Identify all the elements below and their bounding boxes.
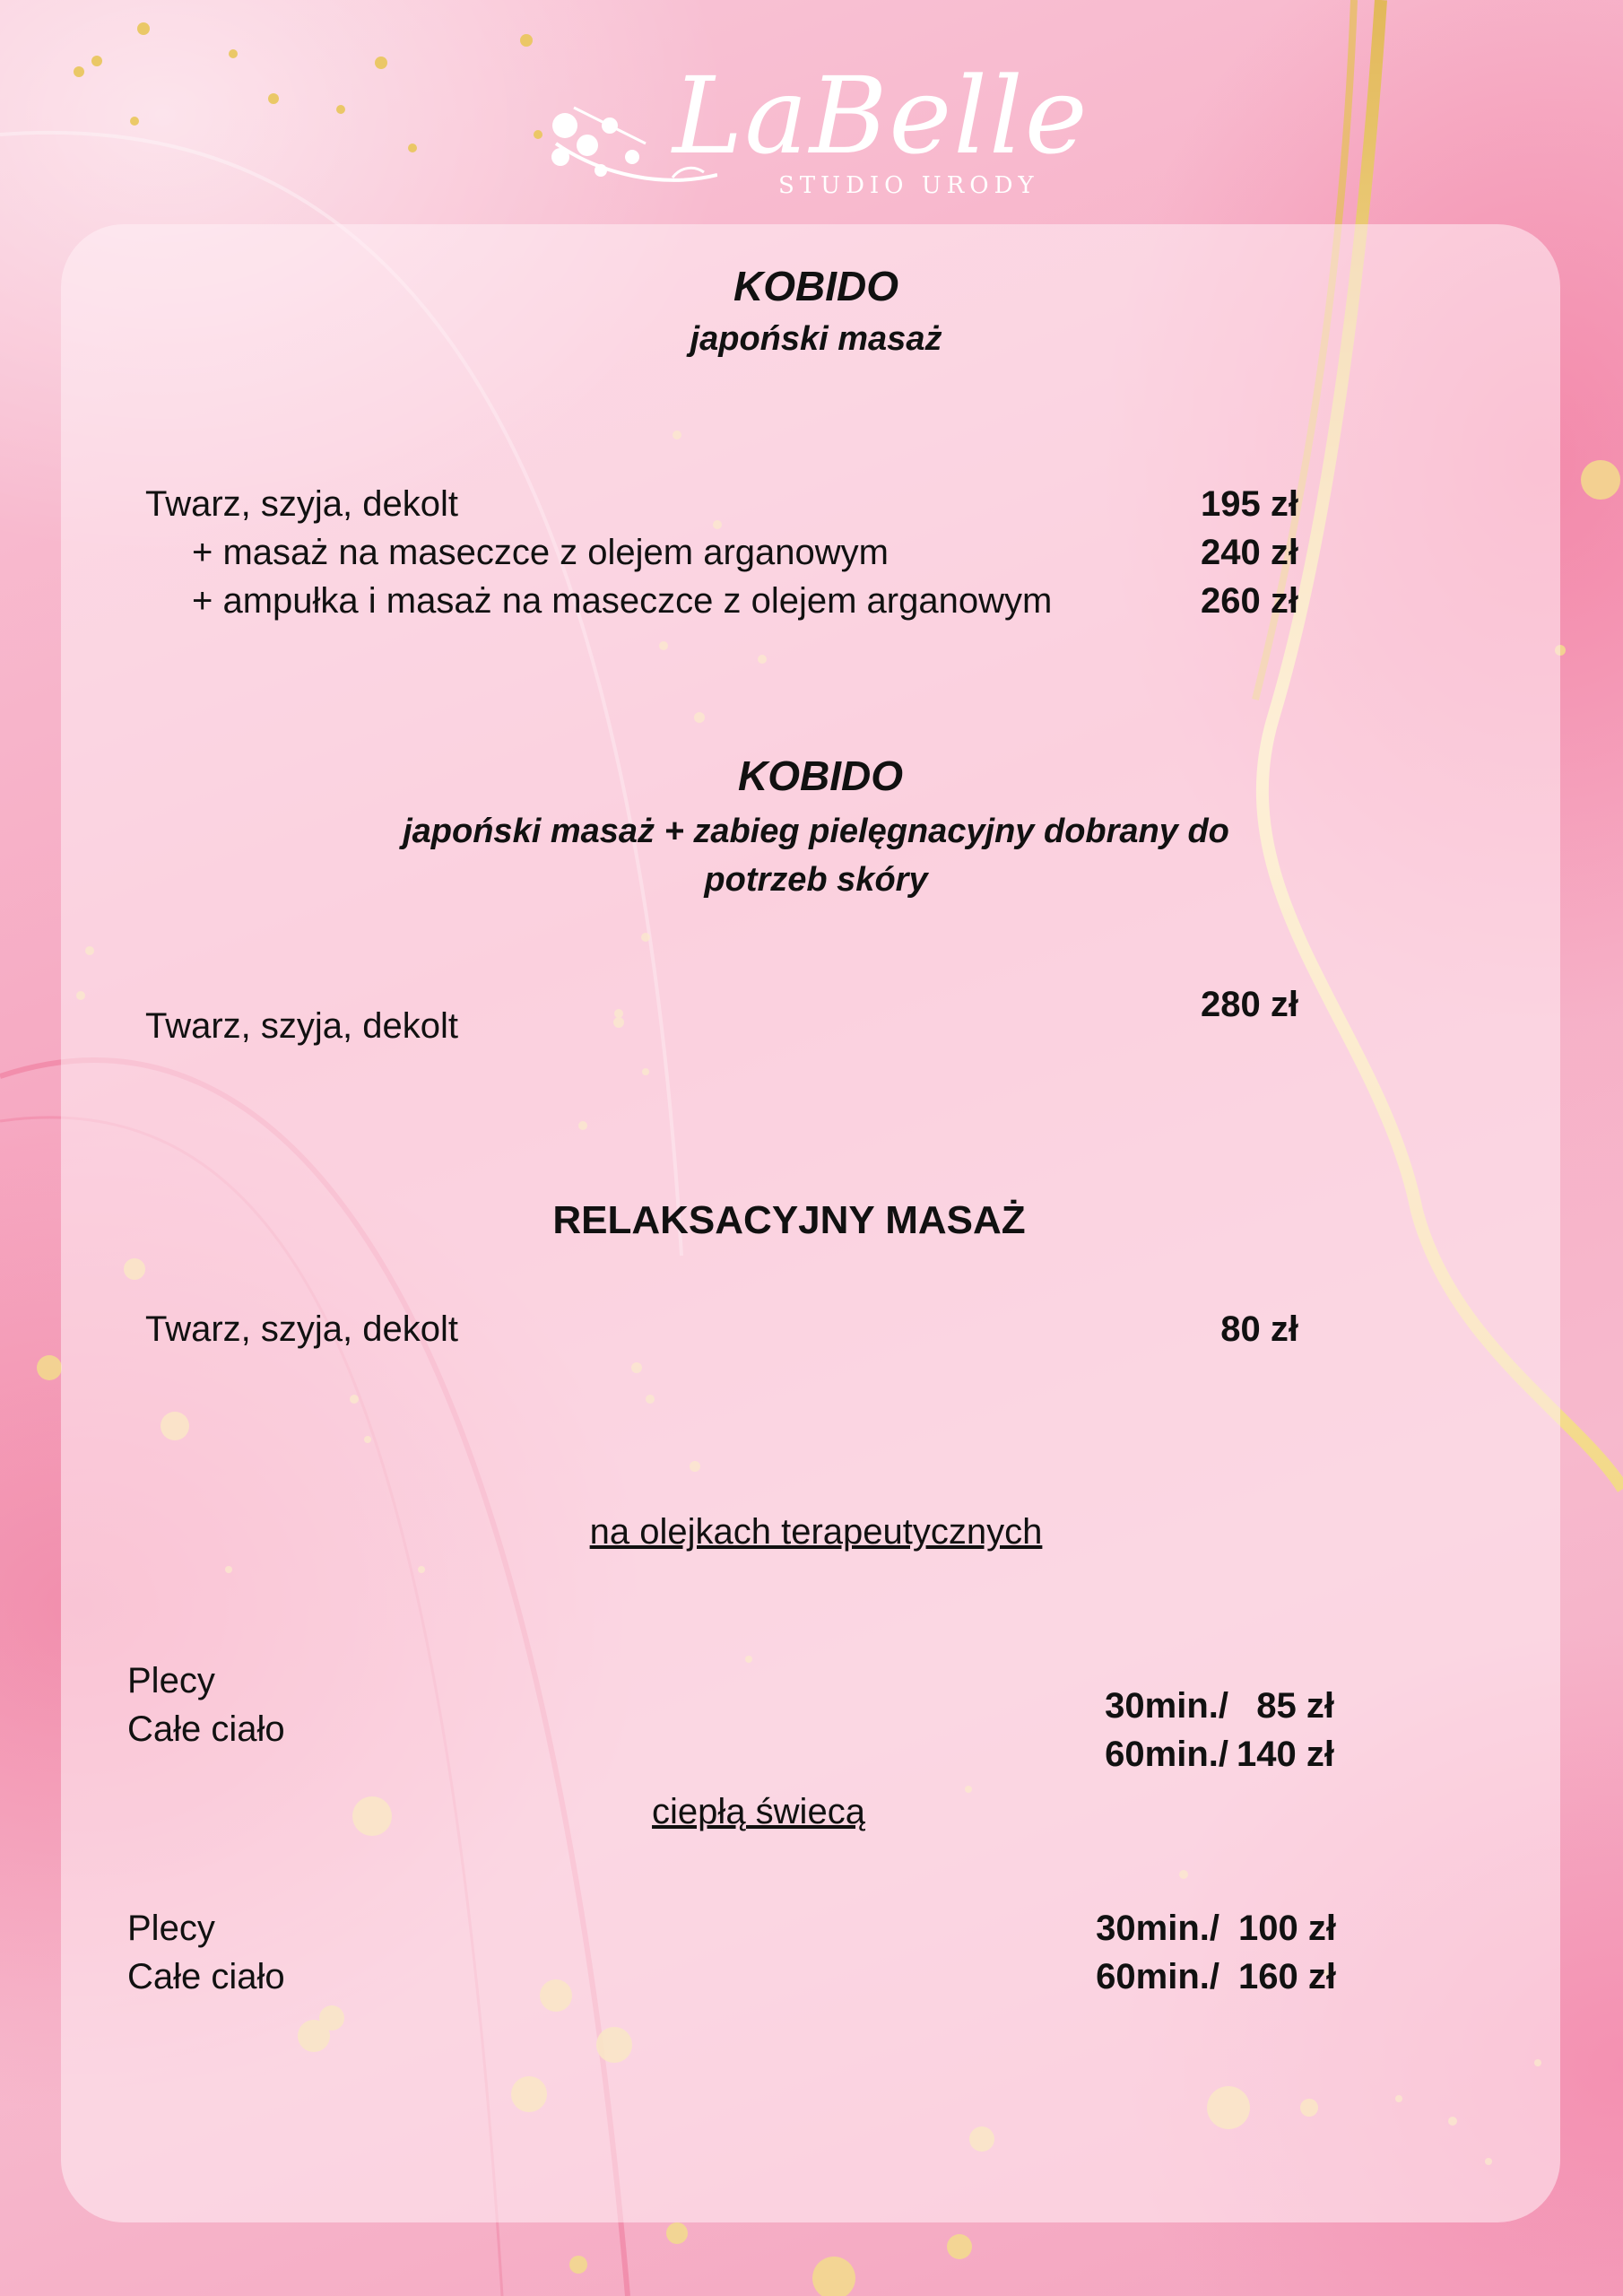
- list-item-time: 30min./: [1105, 1686, 1228, 1726]
- logo-subtitle: STUDIO URODY: [778, 172, 1039, 199]
- list-item-time: 60min./: [1096, 1957, 1219, 1996]
- list-item-price: 80 zł: [1220, 1309, 1298, 1349]
- subsection-heading-candle: ciepłą świecą: [652, 1792, 865, 1831]
- section-title-relax: RELAKSACYJNY MASAŻ: [552, 1198, 1026, 1242]
- list-item-label: Plecy: [127, 1909, 215, 1948]
- list-item-label: + masaż na maseczce z olejem arganowym: [192, 533, 889, 572]
- list-item-price: 85 zł: [1256, 1686, 1334, 1726]
- list-item-label: Twarz, szyja, dekolt: [145, 1006, 459, 1046]
- list-item-time: 60min./: [1105, 1735, 1228, 1774]
- list-item-label: Całe ciało: [127, 1957, 285, 1996]
- list-item-label: Plecy: [127, 1661, 215, 1700]
- list-item-price: 280 zł: [1201, 985, 1298, 1024]
- list-item-price: 160 zł: [1238, 1957, 1336, 1996]
- list-item-label: Twarz, szyja, dekolt: [145, 1309, 459, 1349]
- list-item-price: 140 zł: [1237, 1735, 1334, 1774]
- logo-name: LaBelle: [673, 54, 1089, 178]
- logo: [538, 54, 1089, 215]
- section-title-kobido: KOBIDO: [733, 263, 898, 309]
- list-item-label: + ampułka i masaż na maseczce z olejem arganowym: [192, 581, 1053, 621]
- list-item-price: 100 zł: [1238, 1909, 1336, 1948]
- list-item-label: Twarz, szyja, dekolt: [145, 484, 459, 524]
- list-item-label: Całe ciało: [127, 1709, 285, 1749]
- section-subtitle-line: potrzeb skóry: [704, 861, 928, 899]
- list-item-price: 240 zł: [1201, 533, 1298, 572]
- list-item-time: 30min./: [1096, 1909, 1219, 1948]
- section-title-kobido-treatment: KOBIDO: [738, 752, 903, 799]
- list-item-price: 195 zł: [1201, 484, 1298, 524]
- list-item-price: 260 zł: [1201, 581, 1298, 621]
- section-subtitle-line: japoński masaż + zabieg pielęgnacyjny dobrany do: [403, 813, 1229, 850]
- subsection-heading-oils: na olejkach terapeutycznych: [589, 1512, 1043, 1552]
- section-subtitle-kobido: japoński masaż: [690, 320, 942, 358]
